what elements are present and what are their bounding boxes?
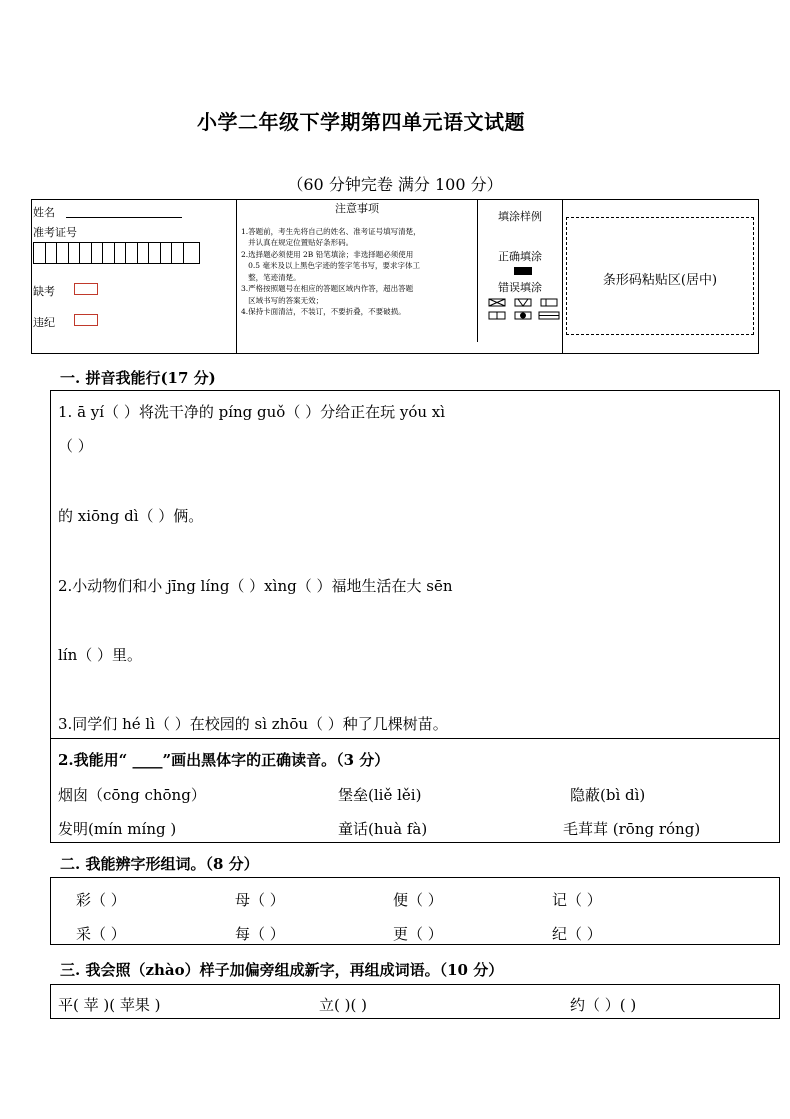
wrong-fill-label: 错误填涂	[498, 281, 542, 294]
exam-no-label: 准考证号	[33, 226, 77, 239]
correct-fill-label: 正确填涂	[498, 250, 542, 263]
radical-item: 平( 苹 )( 苹果 )	[58, 996, 161, 1014]
exam-no-grid[interactable]	[33, 242, 200, 264]
reading-item: 烟囱（cōng chōng）	[58, 786, 206, 804]
notice-title: 注意事项	[335, 202, 379, 215]
barcode-label: 条形码粘贴区(居中)	[602, 273, 718, 288]
fill-sample-label: 填涂样例	[498, 210, 542, 223]
word-item: 纪（ ）	[552, 925, 602, 943]
section1b-heading: 2.我能用“ ____”画出黑体字的正确读音。（3 分）	[58, 751, 390, 769]
question-2-line-2: lín（ ）里。	[58, 646, 143, 664]
absent-label: 缺考	[33, 285, 55, 298]
section1-box	[50, 390, 780, 739]
name-field[interactable]	[66, 217, 182, 218]
reading-item: 毛茸茸 (rōng róng)	[563, 820, 701, 838]
correct-fill-mark	[514, 267, 532, 275]
question-1-line-1: 1. ā yí（ ）将洗干净的 píng guǒ（ ）分给正在玩 yóu xì	[58, 403, 446, 421]
info-divider	[562, 199, 563, 354]
reading-item: 童话(huà fà)	[338, 820, 428, 838]
reading-item: 隐蔽(bì dì)	[570, 786, 646, 804]
section2-heading: 二. 我能辨字形组词。（8 分）	[60, 855, 259, 873]
absent-box[interactable]	[74, 283, 98, 295]
violation-box[interactable]	[74, 314, 98, 326]
section1-heading: 一. 拼音我能行(17 分)	[60, 369, 216, 387]
violation-label: 违纪	[33, 316, 55, 329]
question-1-line-3: 的 xiōng dì（ ）俩。	[58, 507, 204, 525]
word-item: 彩（ ）	[76, 891, 126, 909]
name-label: 姓名	[33, 206, 55, 219]
page-title: 小学二年级下学期第四单元语文试题	[197, 110, 525, 134]
word-item: 更（ ）	[393, 925, 443, 943]
section3-heading: 三. 我会照（zhào）样子加偏旁组成新字，再组成词语。（10 分）	[60, 961, 504, 979]
word-item: 采（ ）	[76, 925, 126, 943]
reading-item: 发明(mín míng )	[58, 820, 177, 838]
info-divider	[236, 199, 237, 354]
page-subtitle: （60 分钟完卷 满分 100 分）	[287, 175, 503, 194]
wrong-fill-icons	[488, 298, 562, 322]
question-2-line-1: 2.小动物们和小 jīng líng（ ）xìng（ ）福地生活在大 sēn	[58, 577, 453, 595]
notice-text: 1.答题前，考生先将自己的姓名、准考证号填写清楚， 并认真在规定位置贴好条形码。 2.选择题必须使用 2B 铅笔填涂；非选择题必须使用 0.5 毫米及以上黑色字迹的签字笔书写，要求字体工 整，笔迹清楚。 3.严格按照题号在相应的答题区域内作答，超出答题 区域书写的答案无效； 4.保持卡面清洁，不装订，不要折叠，不要破损。	[241, 226, 421, 316]
radical-item: 立( )( )	[319, 996, 367, 1014]
word-item: 每（ ）	[235, 925, 285, 943]
word-item: 便（ ）	[393, 891, 443, 909]
question-1-line-2: （ ）	[58, 437, 93, 455]
word-item: 母（ ）	[235, 891, 285, 909]
word-item: 记（ ）	[552, 891, 602, 909]
reading-item: 堡垒(liě lěi)	[338, 786, 422, 804]
wrong-fill-marks	[488, 298, 562, 322]
radical-item: 约（ ）( )	[570, 996, 637, 1014]
question-3-line-1: 3.同学们 hé lì（ ）在校园的 sì zhōu（ ）种了几棵树苗。	[58, 715, 448, 733]
